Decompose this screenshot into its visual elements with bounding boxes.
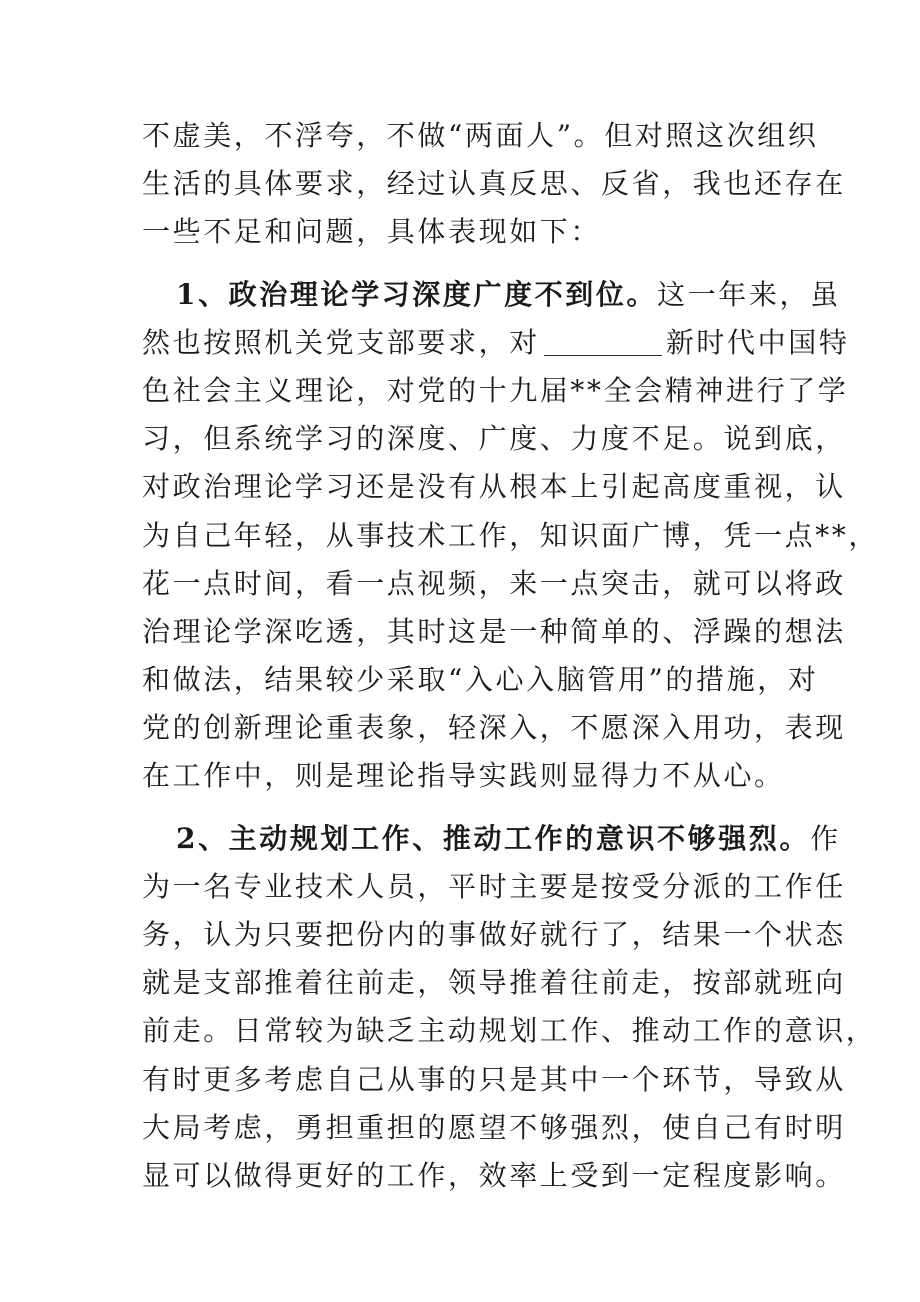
text-line <box>142 815 841 863</box>
text-line: 有时更多考虑自己从事的只是其中一个环节，导致从 <box>142 1062 846 1096</box>
text-run: 新时代中国特 <box>665 325 850 359</box>
text-line: 显可以做得更好的工作，效率上受到一定程度影响。 <box>142 1158 846 1192</box>
paragraph-proactive-planning <box>142 815 877 1201</box>
text-line: 在工作中，则是理论指导实践则显得力不从心。 <box>142 759 785 793</box>
text-line: 为一名专业技术人员，平时主要是按受分派的工作任 <box>142 869 846 903</box>
text-line: 大局考虑，勇担重担的愿望不够强烈，使自己有时明 <box>142 1110 846 1144</box>
text-line: 治理论学深吃透，其时这是一种简单的、浮躁的想法 <box>142 614 846 648</box>
text-line: 务，认为只要把份内的事做好就行了，结果一个状态 <box>142 918 846 951</box>
blank-underline <box>544 327 662 356</box>
text-line: 不虚美，不浮夸，不做“两面人”。但对照这次组织 <box>142 119 819 152</box>
section-heading: 2、主动规划工作、推动工作的意识不够强烈。 <box>176 821 811 855</box>
text-line: 为自己年轻，从事技术工作，知识面广博，凭一点**， <box>142 518 880 552</box>
text-line: 对政治理论学习还是没有从根本上引起高度重视，认 <box>142 470 846 504</box>
text-line: 花一点时间，看一点视频，来一点突击，就可以将政 <box>142 566 846 600</box>
text-line: 和做法，结果较少采取“入心入脑管用”的措施，对 <box>142 663 819 697</box>
text-line: 就是支部推着往前走，领导推着往前走，按部就班向 <box>142 966 846 1000</box>
text-line: 前走。日常较为缺乏主动规划工作、推动工作的意识， <box>142 1014 877 1048</box>
text-line: 一些不足和问题，具体表现如下： <box>142 215 602 249</box>
text-run: 这一年来，虽 <box>657 277 841 311</box>
text-line: 色社会主义理论，对党的十九届**全会精神进行了学 <box>142 373 849 407</box>
paragraph-intro <box>142 112 846 257</box>
text-line: 生活的具体要求，经过认真反思、反省，我也还存在 <box>142 167 846 201</box>
text-run: 作 <box>810 821 841 855</box>
document-body <box>142 112 880 1200</box>
section-heading: 1、政治理论学习深度广度不到位。 <box>176 277 658 311</box>
text-line <box>142 271 841 319</box>
paragraph-political-theory <box>142 271 880 801</box>
text-line <box>142 319 850 367</box>
text-run: 然也按照机关党支部要求，对 <box>142 325 540 359</box>
text-line: 习，但系统学习的深度、广度、力度不足。说到底， <box>142 422 846 456</box>
text-line: 党的创新理论重表象，轻深入，不愿深入用功，表现 <box>142 711 846 745</box>
